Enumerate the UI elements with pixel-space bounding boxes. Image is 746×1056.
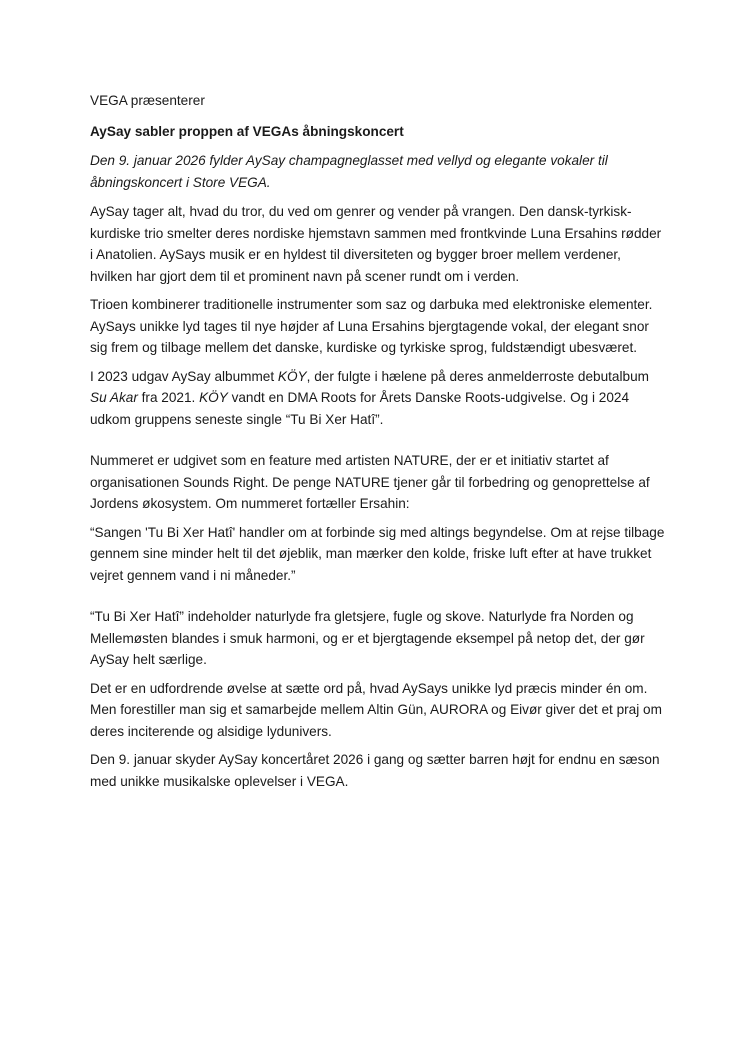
discography-text-3: fra 2021. [137, 390, 200, 405]
paragraph-comparison: Det er en udfordrende øvelse at sætte ord på, hvad AySays unikke lyd præcis minder én om. Men forestiller man sig et samarbejde mellem Altin Gün, AURORA og Eivør giver det et praj om deres inciterende og alsidige lydunivers. [90, 680, 662, 739]
album-title-koy: KÖY [277, 368, 307, 384]
quote-paragraph: “Sangen 'Tu Bi Xer Hatî' handler om at forbinde sig med altings begyndelse. Om at rejse tilbage gennem sine minder helt til det øjeblik, man mærker den kolde, friske luft efter at have trukket vejret gennem vand i ni måneder.” [90, 524, 665, 583]
document-page [90, 90, 665, 799]
paragraph-discography [90, 366, 665, 431]
discography-text-2: , der fulgte i hælene på deres anmelderroste debutalbum [306, 368, 649, 384]
paragraph-intro: AySay tager alt, hvad du tror, du ved om genrer og vender på vrangen. Den dansk-tyrkisk-kurdiske trio smelter deres nordiske hjemstavn sammen med frontkvinde Luna Ersahins rødder i Anatolien. AySays musik er en hyldest til diversiteten og bygger broer mellem verdener, hvilken har gjort dem til et prominent navn på scener rundt om i verden. [90, 204, 662, 284]
paragraph-feature: Nummeret er udgivet som en feature med artisten NATURE, der er et initiativ startet af organisationen Sounds Right. De penge NATURE tjener går til forbedring og genoprettelse af Jordens økosystem. Om nummeret fortæller Ersahin: [90, 453, 650, 511]
paragraph-nature-sounds: “Tu Bi Xer Hatî” indeholder naturlyde fra gletsjere, fugle og skove. Naturlyde fra Norden og Mellemøsten blandes i smuk harmoni, og er et bjergtagende eksempel på netop det, der gør AySay helt særlige. [90, 609, 645, 667]
presenter-line: VEGA præsenterer [90, 93, 205, 108]
discography-text-4: vandt en DMA Roots for Årets Danske Roots-udgivelse. Og i 2024 udkom gruppens seneste single “Tu Bi Xer Hatî”. [90, 390, 630, 427]
headline: AySay sabler proppen af VEGAs åbningskoncert [90, 123, 404, 139]
album-title-su-akar: Su Akar [90, 390, 138, 405]
discography-text-1: I 2023 udgav AySay albummet [90, 368, 278, 384]
paragraph-closing: Den 9. januar skyder AySay koncertåret 2026 i gang og sætter barren højt for endnu en sæson med unikke musikalske oplevelser i VEGA. [90, 752, 660, 789]
paragraph-instruments: Trioen kombinerer traditionelle instrumenter som saz og darbuka med elektroniske elementer. AySays unikke lyd tages til nye højder af Luna Ersahins bjergtagende vokal, der elegant snor sig frem og tilbage mellem det danske, kurdiske og tyrkiske sprog, fuldstændigt ubesværet. [90, 297, 653, 355]
album-title-koy-2: KÖY [199, 390, 228, 405]
lead-paragraph: Den 9. januar 2026 fylder AySay champagneglasset med vellyd og elegante vokaler til åbningskoncert i Store VEGA. [90, 153, 608, 190]
